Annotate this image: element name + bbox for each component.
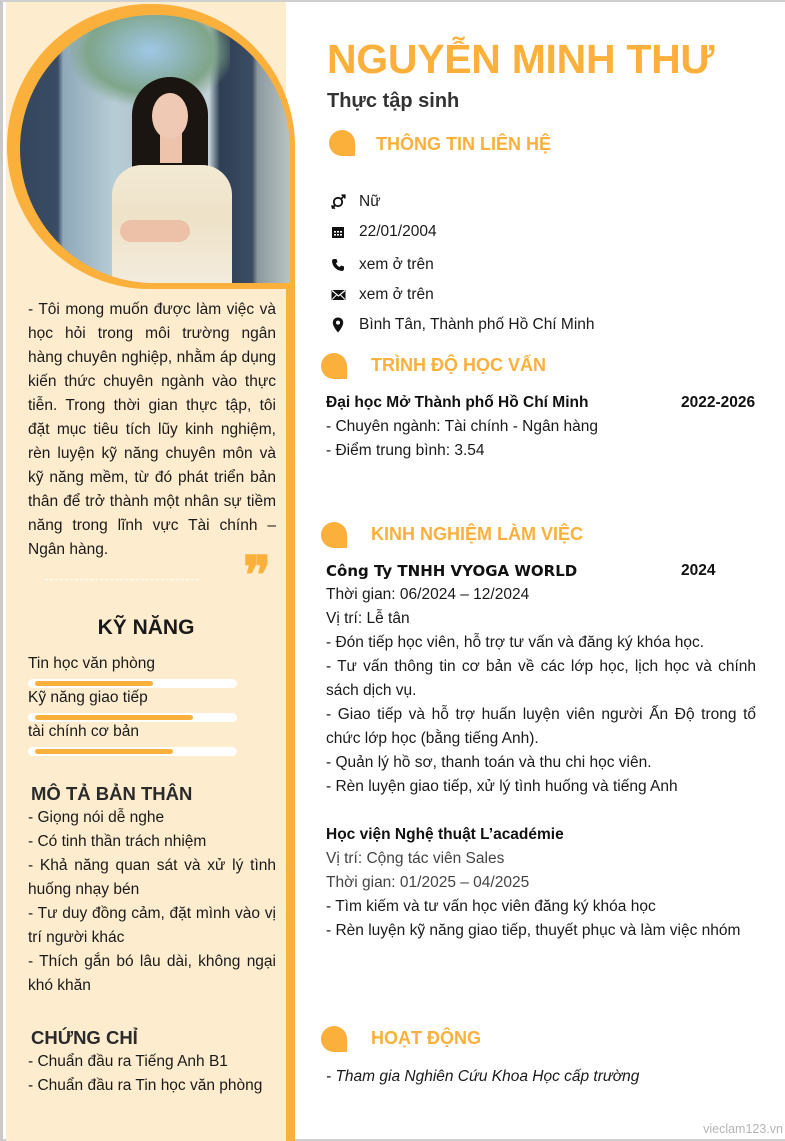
contact-text: xem ở trên (359, 286, 434, 303)
candidate-role: Thực tập sinh (327, 90, 460, 112)
section-education (321, 353, 761, 379)
list-item: Thời gian: 01/2025 – 04/2025 (326, 874, 530, 891)
list-item: - Tư duy đồng cảm, đặt mình vào vị trí người khác (28, 905, 276, 946)
job-details (326, 583, 756, 799)
skill-bar-fill (35, 749, 173, 754)
section-bullet-icon (321, 353, 347, 379)
contact-gender (329, 190, 769, 220)
skill-bar (28, 679, 237, 688)
section-experience (321, 522, 761, 548)
list-item: - Chuyên ngành: Tài chính - Ngân hàng (326, 418, 599, 435)
section-bullet-icon (329, 130, 355, 156)
contact-text: xem ở trên (359, 256, 434, 273)
list-item: - Tìm kiếm và tư vấn học viên đăng ký khóa học (326, 898, 656, 915)
list-item: - Điểm trung bình: 3.54 (326, 442, 485, 459)
watermark: vieclam123.vn (703, 1122, 783, 1136)
list-item: Vị trí: Cộng tác viên Sales (326, 850, 505, 867)
sidebar-accent-bar (286, 142, 295, 1141)
career-objective: - Tôi mong muốn được làm việc và học hỏi trong môi trường ngân hàng chuyên nghiệp, nhằm áp dụng kiến thức chuyên ngành vào thực tiễn. Trong thời gian thực tập, tôi đặt mục tiêu tích lũy kinh nghiệm, rèn luyện kỹ năng chuyên môn và kỹ năng mềm, từ đó phát triển bản thân để trở thành một nhân sự tiềm năng trong lĩnh vực Tài chính – Ngân hàng. (28, 301, 276, 558)
skill-bar (28, 747, 237, 756)
certificates-list (28, 1050, 276, 1098)
list-item: - Rèn luyện giao tiếp, xử lý tình huống và tiếng Anh (326, 778, 678, 795)
list-item: - Giao tiếp và hỗ trợ huấn luyện viên người Ấn Độ trong tổ chức lớp học (bằng tiếng Anh). (326, 706, 756, 747)
job-year: 2024 (681, 562, 716, 579)
divider (45, 579, 199, 580)
list-item: - Chuẩn đầu ra Tin học văn phòng (28, 1077, 263, 1094)
contact-address (329, 313, 769, 343)
school-name: Đại học Mở Thành phố Hồ Chí Minh (326, 394, 589, 411)
contact-birthday (329, 220, 769, 250)
job-company: Học viện Nghệ thuật L’académie (326, 826, 564, 843)
school-years: 2022-2026 (681, 394, 756, 411)
photo-frame (7, 4, 295, 289)
list-item: - Đón tiếp học viên, hỗ trợ tư vấn và đăng ký khóa học. (326, 634, 705, 651)
quote-icon: ❞ (243, 550, 271, 590)
activities-list (326, 1065, 756, 1089)
phone-icon (329, 256, 347, 274)
list-item: - Tham gia Nghiên Cứu Khoa Học cấp trường (326, 1068, 640, 1085)
section-title: TRÌNH ĐỘ HỌC VẤN (371, 355, 546, 375)
list-item: - Khả năng quan sát và xử lý tình huống nhạy bén (28, 857, 276, 898)
skill-label: Kỹ năng giao tiếp (28, 689, 148, 706)
list-item: Vị trí: Lễ tân (326, 610, 410, 627)
skill-label: tài chính cơ bản (28, 723, 139, 740)
skill-bar (28, 713, 237, 722)
list-item: - Quản lý hồ sơ, thanh toán và thu chi học viên. (326, 754, 652, 771)
contact-email (329, 283, 769, 313)
list-item: - Giọng nói dễ nghe (28, 809, 165, 826)
job-details (326, 847, 756, 943)
contact-text: Nữ (359, 193, 381, 210)
section-contact (329, 130, 769, 156)
email-icon (329, 286, 347, 304)
profile-photo (20, 15, 290, 283)
skill-label: Tin học văn phòng (28, 655, 155, 672)
certificates-heading: CHỨNG CHỈ (31, 1027, 138, 1048)
section-activities (321, 1026, 761, 1052)
contact-list (329, 190, 769, 343)
skill-item (28, 654, 238, 688)
list-item: - Rèn luyện kỹ năng giao tiếp, thuyết phục và làm việc nhóm (326, 922, 741, 939)
section-title: KINH NGHIỆM LÀM VIỆC (371, 524, 584, 544)
contact-text: 22/01/2004 (359, 223, 437, 240)
section-title: HOẠT ĐỘNG (371, 1028, 481, 1048)
list-item: - Thích gắn bó lâu dài, không ngại khó khăn (28, 953, 276, 994)
candidate-name: NGUYỄN MINH THƯ (327, 36, 715, 82)
list-item: - Tư vấn thông tin cơ bản về các lớp học, lịch học và chính sách dịch vụ. (326, 658, 756, 699)
self-description-list (28, 806, 276, 998)
section-bullet-icon (321, 1026, 347, 1052)
location-icon (329, 316, 347, 334)
list-item: Thời gian: 06/2024 – 12/2024 (326, 586, 530, 603)
skill-bar-fill (35, 681, 153, 686)
list-item: - Có tinh thần trách nhiệm (28, 833, 207, 850)
self-description-heading: MÔ TẢ BẢN THÂN (31, 783, 193, 804)
skill-item (28, 722, 238, 756)
section-title: THÔNG TIN LIÊN HỆ (376, 134, 551, 154)
skills-heading: KỸ NĂNG (97, 616, 195, 639)
section-bullet-icon (321, 522, 347, 548)
gender-icon (329, 193, 347, 211)
list-item: - Chuẩn đầu ra Tiếng Anh B1 (28, 1053, 228, 1070)
contact-phone (329, 253, 769, 283)
contact-text: Bình Tân, Thành phố Hồ Chí Minh (359, 316, 595, 333)
skill-item (28, 688, 238, 722)
calendar-icon (329, 223, 347, 241)
education-details (326, 415, 756, 463)
skill-bar-fill (35, 715, 193, 720)
job-company: Công Ty TNHH VYOGA WORLD (326, 562, 578, 580)
